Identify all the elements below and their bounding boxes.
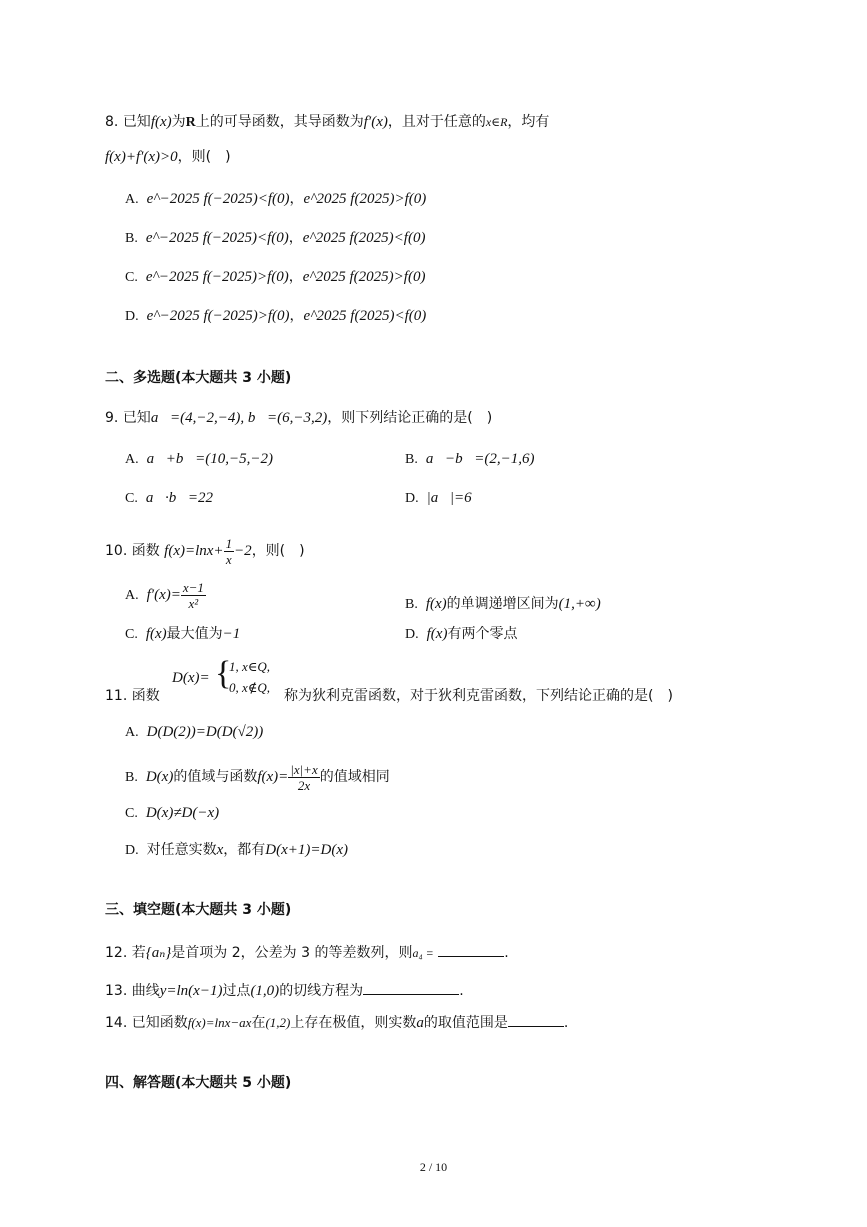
option-text: 的值域相同 [319,769,390,785]
q13-math-curve: y=ln(x−1) [159,983,223,999]
option-text: 最大值为 [166,626,223,642]
option-math: e^−2025 f(−2025)>f(0) [146,308,290,324]
option-math: f(x) [426,626,448,642]
q8-math-fx: f(x) [150,114,172,130]
question-number: 8. [105,114,123,130]
option-label: C. [125,627,138,642]
fraction-denominator: x² [188,595,199,611]
section-heading-solve: 四、解答题(本大题共 5 小题) [105,1075,292,1091]
q9-option-d [405,488,472,509]
q8-text: 已知 [122,114,151,130]
q11-text: 称为狄利克雷函数，对于狄利克雷函数，下列结论正确的是( ) [284,688,673,704]
answer-blank[interactable] [363,980,459,995]
q10-text: 函数 [131,543,160,559]
q8-option-d [125,306,426,327]
q14-text: 的取值范围是 [423,1015,508,1031]
q11-case-2: 0, x∉Q, [229,680,271,695]
option-label: C. [125,491,138,506]
q8-math-fprime: f′(x) [363,114,388,130]
q13-text: 过点 [222,983,251,999]
q14-math-interval: (1,2) [265,1015,291,1030]
q8-text: 为 [171,114,186,130]
question-number: 9. [105,410,123,426]
q8-math-domain: x∈R [485,115,508,129]
q8-condition [105,147,231,167]
option-math: e^2025 f(2025)>f(0) [302,269,426,285]
separator: ， [289,191,304,207]
q8-math-condition: f(x)+f′(x)>0 [105,149,178,165]
option-math: a⃗·b⃗=22 [145,490,214,506]
q9-option-a [125,449,273,470]
option-math: D(x+1)=D(x) [265,842,349,858]
option-math: D(x)≠D(−x) [145,805,220,821]
q10-fraction [224,536,235,567]
q9-option-b [405,449,535,470]
separator: ， [288,230,303,246]
q8-option-c [125,267,425,288]
period: . [563,1015,569,1031]
separator: ， [289,308,304,324]
option-text: ，都有 [223,842,266,858]
q11-option-c [125,803,219,824]
q12-text: 是首项为 2，公差为 3 的等差数列，则 [171,945,413,961]
period: . [459,983,464,999]
q10-option-c [125,624,240,645]
option-math: e^2025 f(2025)<f(0) [302,230,426,246]
question-number: 10. [105,543,132,559]
q12-math-seq: {aₙ} [145,945,172,961]
option-fraction [181,580,206,611]
question-number: 11. [105,688,132,704]
period: . [504,945,509,961]
option-math: D(x) [145,769,174,785]
option-math: e^−2025 f(−2025)>f(0) [145,269,289,285]
q10-option-a [125,578,206,613]
option-label: B. [125,770,138,785]
q14-text: 在 [251,1015,266,1031]
option-text: 有两个零点 [447,626,518,642]
option-math: e^2025 f(2025)>f(0) [303,191,427,207]
q14-text: 上存在极值，则实数 [290,1015,417,1031]
option-label: D. [405,627,419,642]
q8-text: ，则( ) [177,149,231,165]
q10-math: f(x)=lnx+ [164,543,224,559]
option-label: A. [125,192,139,207]
option-math: |a⃗|=6 [426,490,472,506]
q14-math-a: a [416,1015,424,1031]
fraction-numerator: x−1 [182,579,204,595]
q14-math-fx: f(x)=lnx−ax [187,1015,252,1030]
option-math: e^2025 f(2025)<f(0) [303,308,427,324]
option-math: f(x) [425,596,447,612]
fraction-denominator: x [225,551,232,567]
question-number: 12. [105,945,132,961]
page-number: 2 / 10 [419,1160,448,1174]
option-label: B. [125,231,138,246]
q13-text: 的切线方程为 [279,983,364,999]
option-math: D(D(2))=D(D(√2)) [146,724,264,740]
q8-option-a [125,189,426,210]
option-text: 的单调递增区间为 [446,596,559,612]
answer-blank[interactable] [438,942,504,957]
option-label: D. [405,491,419,506]
fraction-denominator: 2x [297,777,311,793]
option-label: D. [125,309,139,324]
q10-stem [105,534,305,568]
q10-option-b [405,594,601,615]
answer-blank[interactable] [508,1012,564,1027]
option-math: −1 [222,626,241,642]
q11-option-a [125,722,263,743]
q11-text: 函数 [131,688,160,704]
question-number: 14. [105,1015,132,1031]
separator: ， [288,269,303,285]
q12-stem [105,942,509,963]
q11-number [105,686,160,706]
option-math: x [216,842,224,858]
q8-stem [105,112,549,133]
option-label: C. [125,806,138,821]
section-heading-fill-blank: 三、填空题(本大题共 3 小题) [105,902,292,918]
q13-text: 曲线 [131,983,160,999]
option-math: e^−2025 f(−2025)<f(0) [146,191,290,207]
option-math: a⃗+b⃗=(10,−5,−2) [146,451,273,467]
q8-option-b [125,228,425,249]
option-label: B. [405,452,418,467]
option-math: f′(x)= [146,587,181,603]
option-math: a⃗−b⃗=(2,−1,6) [425,451,535,467]
q11-math-dx: D(x)= [172,670,210,686]
q8-math-R: R [185,115,196,130]
option-math: f(x) [145,626,167,642]
option-label: A. [125,588,139,603]
q9-math-vectors: a⃗=(4,−2,−4), b⃗=(6,−3,2) [150,410,328,426]
q9-option-c [125,488,213,509]
q9-text: 已知 [122,410,151,426]
option-fraction [288,762,319,793]
q8-text: ，均有 [507,114,550,130]
option-text: 的值域与函数 [173,769,258,785]
q10-option-d [405,624,517,645]
q11-brace: { [215,655,232,692]
q13-stem [105,980,464,1001]
option-label: A. [125,725,139,740]
fraction-numerator: |x|+x [290,761,318,777]
option-label: A. [125,452,139,467]
q12-text: 若 [131,945,146,961]
option-label: D. [125,843,139,858]
q10-text: ，则( ) [251,543,305,559]
q8-text: ，且对于任意的 [387,114,486,130]
fraction-numerator: 1 [225,535,233,551]
option-math: (1,+∞) [558,596,601,612]
option-label: B. [405,597,418,612]
section-heading-multi-choice: 二、多选题(本大题共 3 小题) [105,370,292,386]
q10-math: −2 [234,543,252,559]
q8-text: 上的可导函数，其导函数为 [195,114,364,130]
q13-math-point: (1,0) [250,983,280,999]
q11-option-b [125,758,390,797]
option-math: e^−2025 f(−2025)<f(0) [145,230,289,246]
option-math: f(x)= [257,769,289,785]
q14-text: 已知函数 [131,1015,188,1031]
q11-option-d [125,840,348,861]
q9-stem [105,408,492,428]
q9-text: ，则下列结论正确的是( ) [327,410,493,426]
q14-stem [105,1012,568,1033]
q12-math-a4: a₄ = [412,946,434,960]
option-label: C. [125,270,138,285]
question-number: 13. [105,983,132,999]
option-text: 对任意实数 [146,842,217,858]
q11-case-1: 1, x∈Q, [229,659,271,674]
